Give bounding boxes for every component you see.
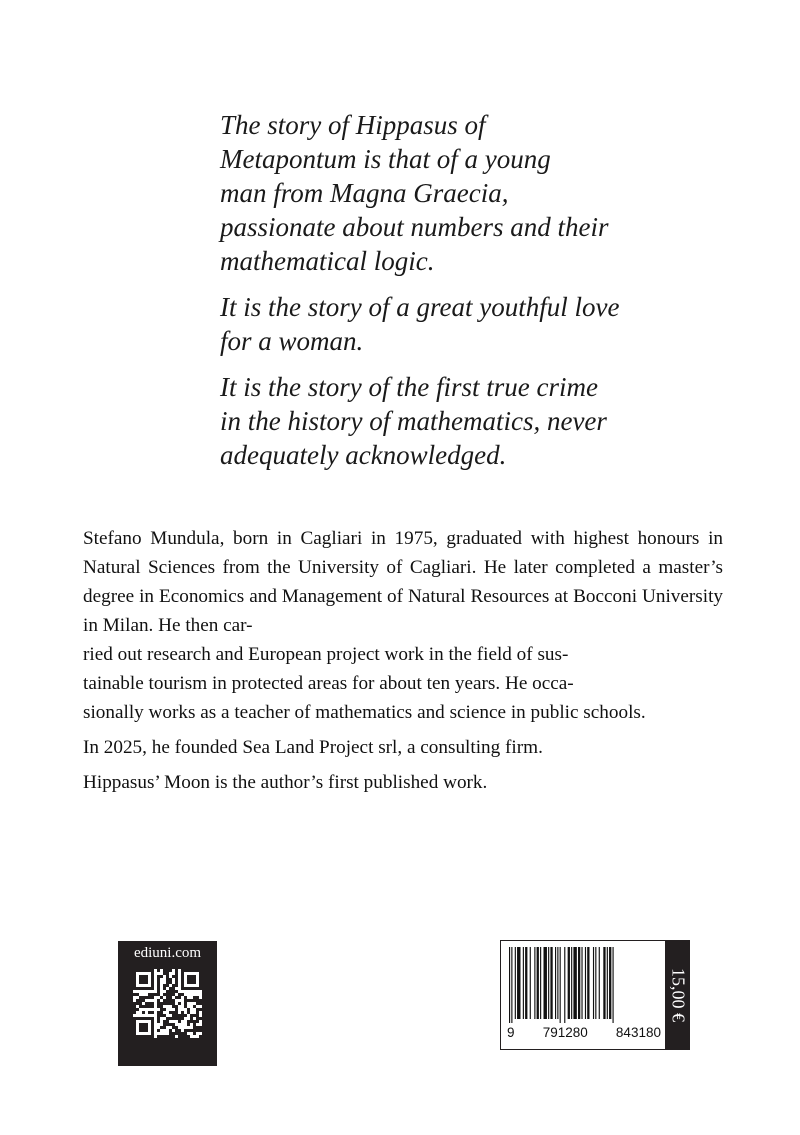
publisher-website: ediuni.com xyxy=(133,945,202,961)
price-tab xyxy=(666,940,690,1050)
bio-paragraph-2: In 2025, he founded Sea Land Project srl, a consulting firm. xyxy=(83,737,543,758)
isbn-left-group: 791280 xyxy=(542,1025,588,1040)
isbn-barcode-block xyxy=(500,940,690,1050)
blurb-paragraph-2: It is the story of a great youthful love for a woman. xyxy=(220,292,620,356)
qr-code-icon xyxy=(133,969,202,1038)
blurb-paragraph-1: The story of Hippasus of Metapontum is that of a young man from Magna Graecia, passionate about numbers and their mathematical logic. xyxy=(220,110,609,276)
back-cover-blurb xyxy=(220,108,660,484)
isbn-prefix-digit: 9 xyxy=(507,1025,515,1040)
barcode-frame xyxy=(500,940,666,1050)
price-label: 15,00 € xyxy=(668,968,689,1022)
barcode-icon xyxy=(507,947,659,1023)
blurb-paragraph-3: It is the story of the first true crime in the history of mathematics, never adequately acknowledged. xyxy=(220,372,607,470)
isbn-digits xyxy=(507,1025,661,1040)
publisher-qr-block xyxy=(118,941,217,1066)
isbn-right-group: 843180 xyxy=(615,1025,661,1040)
bio-paragraph-1: Stefano Mundula, born in Cagliari in 1975, graduated with highest honours in Natural Sciences from the University of Cagliari. He later completed a master’s degree in Economics and Management of Natural Resources at Bocconi University in Milan. He then car- ried out research and European project work in the field of sus- tainable tourism in protected areas for about ten years. He occa- sionally works as a teacher of mathematics and science in public schools. xyxy=(83,528,723,723)
bio-paragraph-3: Hippasus’ Moon is the author’s first published work. xyxy=(83,772,488,793)
author-bio xyxy=(83,524,723,803)
